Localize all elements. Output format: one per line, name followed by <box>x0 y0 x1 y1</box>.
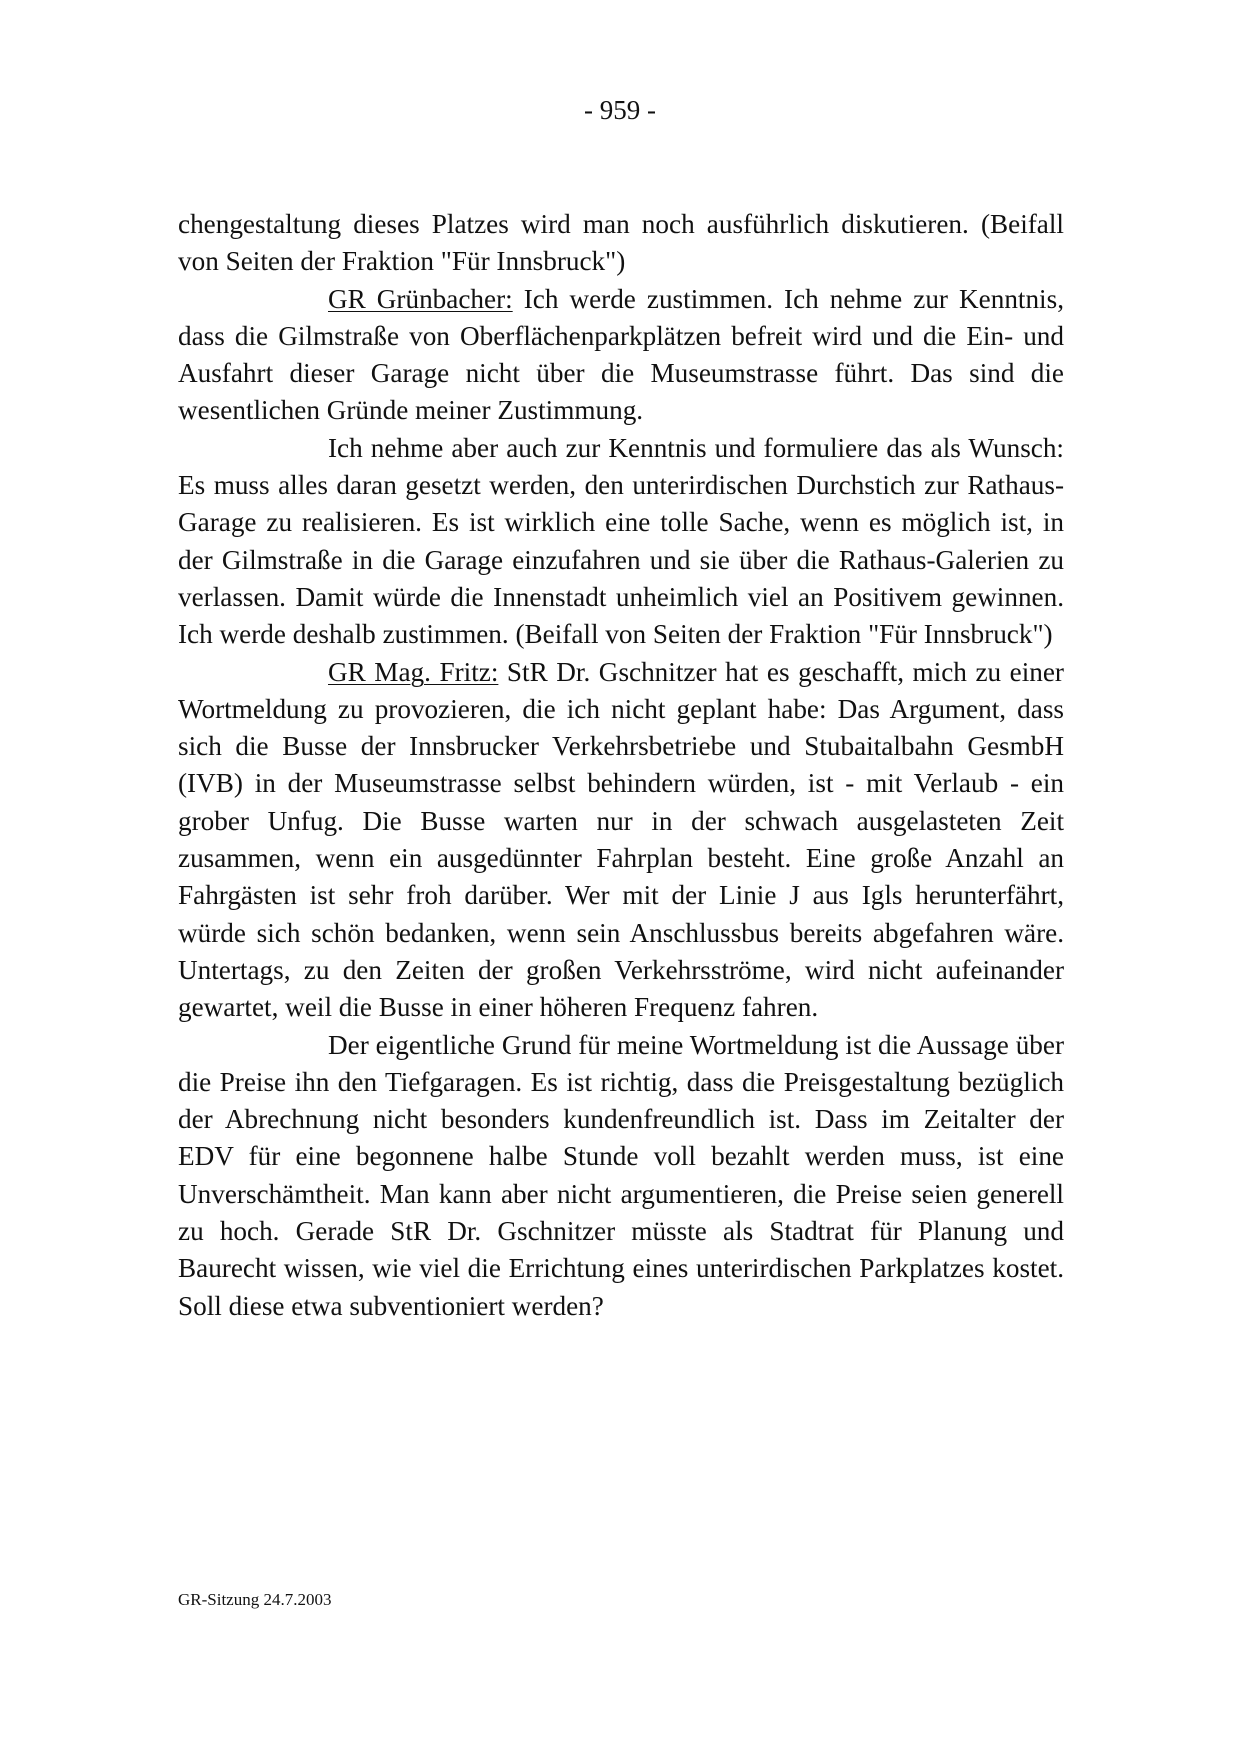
paragraph-text: Ich werde zustimmen. Ich nehme zur Kenntnis, dass die Gilmstraße von Oberflächenparkplätzen befreit wird und die Ein- und Ausfahrt dieser Garage nicht über die Museumstrasse führt. Das sind die wesentlichen Gründe meiner Zustimmung. <box>178 283 1064 426</box>
paragraph-text: Ich nehme aber auch zur Kenntnis und formuliere das als Wunsch: Es muss alles daran gesetzt werden, den unterirdischen Durchstich zur Rathaus-Garage zu realisieren. Es ist wirklich eine tolle Sache, wenn es möglich ist, in der Gilmstraße in die Garage einzufahren und sie über die Rathaus-Galerien zu verlassen. Damit würde die Innenstadt unheimlich viel an Positivem gewinnen. Ich werde deshalb zustimmen. (Beifall von Seiten der Fraktion "Für Innsbruck") <box>178 432 1064 650</box>
paragraph-text: chengestaltung dieses Platzes wird man noch ausführlich diskutieren. (Beifall von Seiten der Fraktion "Für Innsbruck") <box>178 209 1064 277</box>
paragraph-speech-fritz <box>178 654 1064 1027</box>
paragraph-speech-gruenbacher-continued <box>178 430 1064 654</box>
page-number: - 959 - <box>584 95 656 125</box>
document-body <box>178 206 1064 1325</box>
footer-session-date: GR-Sitzung 24.7.2003 <box>178 1590 332 1609</box>
speaker-name: GR Grünbacher: <box>328 283 513 314</box>
paragraph-continuation <box>178 206 1064 281</box>
paragraph-text: Der eigentliche Grund für meine Wortmeldung ist die Aussage über die Preise ihn den Tiefgaragen. Es ist richtig, dass die Preisgestaltung bezüglich der Abrechnung nicht besonders kundenfreundlich ist. Dass im Zeitalter der EDV für eine begonnene halbe Stunde voll bezahlt werden muss, ist eine Unverschämtheit. Man kann aber nicht argumentieren, die Preise seien generell zu hoch. Gerade StR Dr. Gschnitzer müsste als Stadtrat für Planung und Baurecht wissen, wie viel die Errichtung eines unterirdischen Parkplatzes kostet. Soll diese etwa subventioniert werden? <box>178 1029 1064 1321</box>
paragraph-speech-gruenbacher <box>178 281 1064 430</box>
paragraph-speech-fritz-continued <box>178 1027 1064 1325</box>
speaker-name: GR Mag. Fritz: <box>328 656 499 687</box>
paragraph-text: StR Dr. Gschnitzer hat es geschafft, mich zu einer Wortmeldung zu provozieren, die ich nicht geplant habe: Das Argument, dass sich die Busse der Innsbrucker Verkehrsbetriebe und Stubaitalbahn GesmbH (IVB) in der Museumstrasse selbst behindern würden, ist - mit Verlaub - ein grober Unfug. Die Busse warten nur in der schwach ausgelasteten Zeit zusammen, wenn ein ausgedünnter Fahrplan besteht. Eine große Anzahl an Fahrgästen ist sehr froh darüber. Wer mit der Linie J aus Igls herunterfährt, würde sich schön bedanken, wenn sein Anschlussbus bereits abgefahren wäre. Untertags, zu den Zeiten der großen Verkehrsströme, wird nicht aufeinander gewartet, weil die Busse in einer höheren Frequenz fahren. <box>178 656 1064 1023</box>
